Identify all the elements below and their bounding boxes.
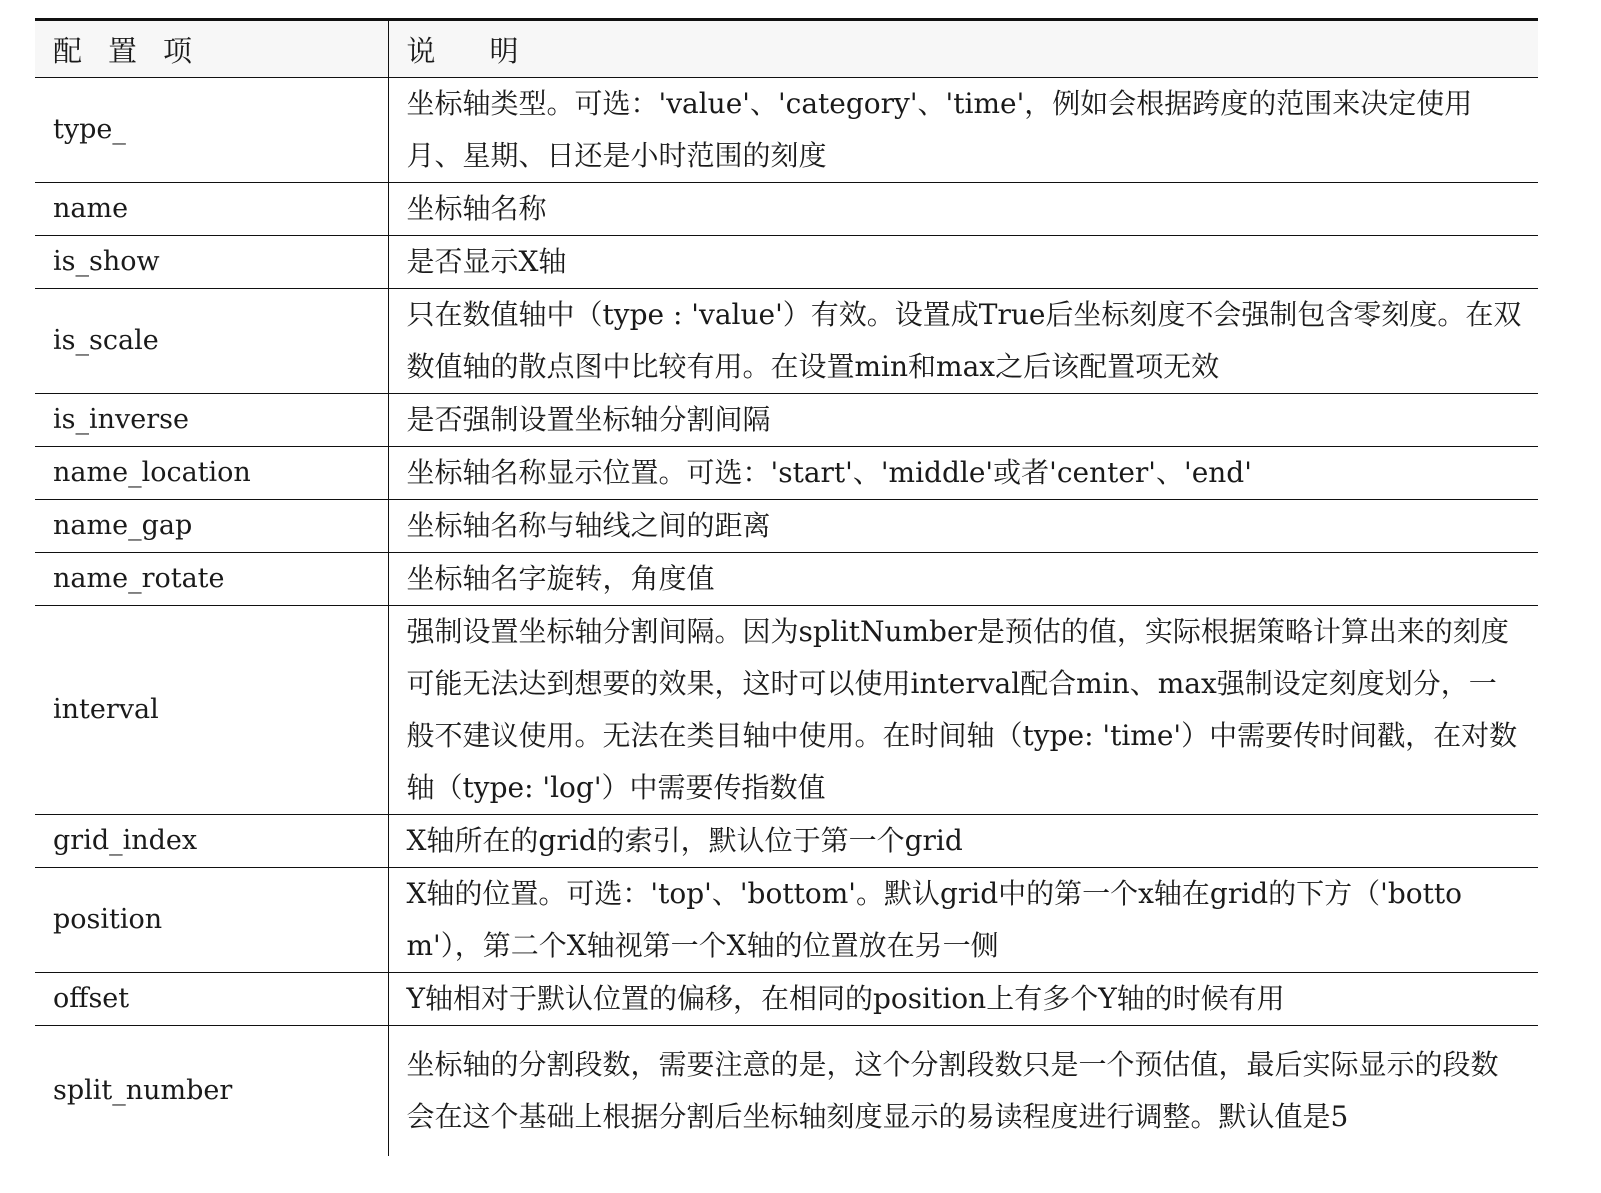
config-key: name_gap: [35, 500, 388, 553]
header-description-label: 说明: [406, 33, 573, 68]
config-description: 只在数值轴中（type : 'value'）有效。设置成True后坐标刻度不会强制包含零刻度。在双数值轴的散点图中比较有用。在设置min和max之后该配置项无效: [388, 289, 1538, 394]
config-key: offset: [35, 973, 388, 1026]
config-key: name_location: [35, 447, 388, 500]
table-body: [35, 78, 1538, 1157]
config-description: 强制设置坐标轴分割间隔。因为splitNumber是预估的值，实际根据策略计算出来的刻度可能无法达到想要的效果，这时可以使用interval配合min、max强制设定刻度划分，一般不建议使用。无法在类目轴中使用。在时间轴（type: 'time'）中需要传时间戳，在对数轴（type: 'log'）中需要传指数值: [388, 606, 1538, 815]
config-key: interval: [35, 606, 388, 815]
header-row: [35, 20, 1538, 78]
config-description: 是否显示X轴: [388, 236, 1538, 289]
table-row: [35, 78, 1538, 183]
table-row: [35, 553, 1538, 606]
table-row: [35, 447, 1538, 500]
header-description: [388, 20, 1538, 78]
config-description: 坐标轴名字旋转，角度值: [388, 553, 1538, 606]
config-description: 坐标轴名称与轴线之间的距离: [388, 500, 1538, 553]
table-row: [35, 815, 1538, 868]
config-description: 坐标轴名称: [388, 183, 1538, 236]
config-description: 坐标轴的分割段数，需要注意的是，这个分割段数只是一个预估值，最后实际显示的段数会在这个基础上根据分割后坐标轴刻度显示的易读程度进行调整。默认值是5: [388, 1026, 1538, 1157]
table-row: [35, 500, 1538, 553]
config-description: 坐标轴名称显示位置。可选：'start'、'middle'或者'center'、'end': [388, 447, 1538, 500]
config-key: position: [35, 868, 388, 973]
table-row: [35, 606, 1538, 815]
config-description: Y轴相对于默认位置的偏移，在相同的position上有多个Y轴的时候有用: [388, 973, 1538, 1026]
header-config-item: [35, 20, 388, 78]
table-row: [35, 236, 1538, 289]
config-key: is_scale: [35, 289, 388, 394]
config-description: X轴的位置。可选：'top'、'bottom'。默认grid中的第一个x轴在grid的下方（'bottom'），第二个X轴视第一个X轴的位置放在另一侧: [388, 868, 1538, 973]
table-header: [35, 20, 1538, 78]
config-table: [35, 18, 1538, 1156]
config-key: is_inverse: [35, 394, 388, 447]
table-row: [35, 183, 1538, 236]
table-row: [35, 973, 1538, 1026]
table-row: [35, 394, 1538, 447]
config-key: name: [35, 183, 388, 236]
config-key: grid_index: [35, 815, 388, 868]
config-key: type_: [35, 78, 388, 183]
table-row: [35, 289, 1538, 394]
config-key: split_number: [53, 1075, 233, 1106]
config-description: 是否强制设置坐标轴分割间隔: [388, 394, 1538, 447]
config-key: name_rotate: [35, 553, 388, 606]
header-config-item-label: 配置项: [53, 33, 219, 68]
table-row: [35, 1026, 1538, 1157]
table-row: [35, 868, 1538, 973]
config-key: is_show: [35, 236, 388, 289]
config-description: 坐标轴类型。可选：'value'、'category'、'time'，例如会根据跨度的范围来决定使用月、星期、日还是小时范围的刻度: [388, 78, 1538, 183]
config-description: X轴所在的grid的索引，默认位于第一个grid: [388, 815, 1538, 868]
